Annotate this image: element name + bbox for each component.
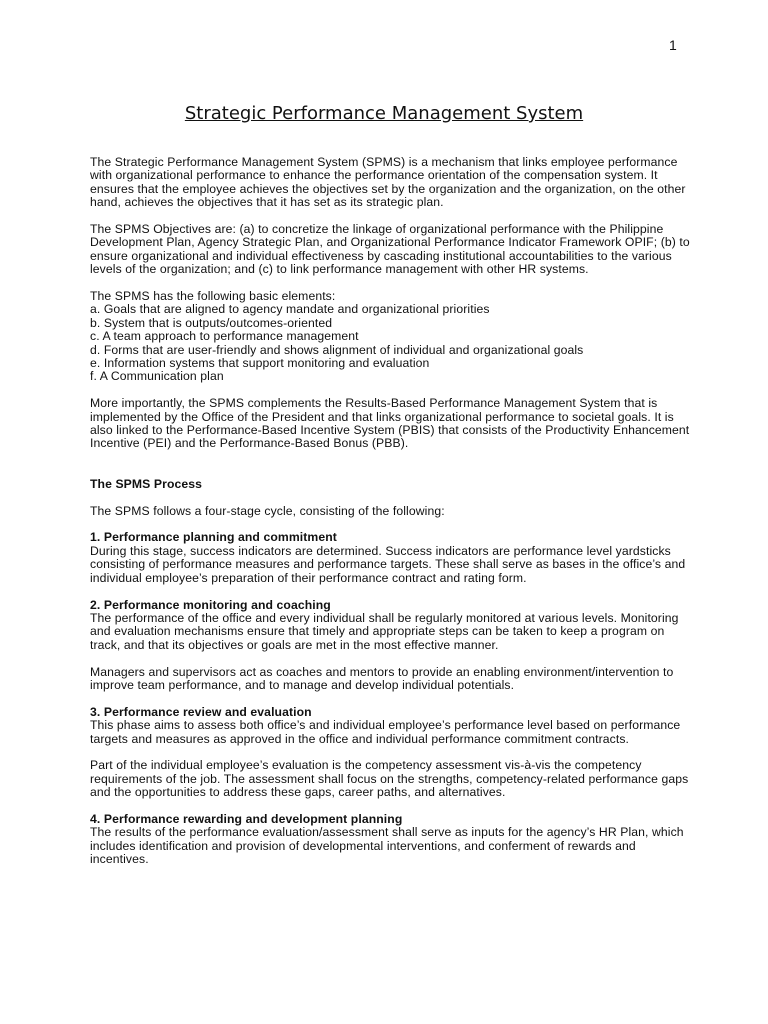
stage-2-paragraph: The performance of the office and every individual shall be regularly monitored at various levels. Monitoring and evaluation mechanisms ensure that timely and appropriate steps can be taken to keep a program on track, and that its objectives or goals are met in the most effective manner. xyxy=(90,610,679,652)
list-item: a. Goals that are aligned to agency mandate and organizational priorities xyxy=(90,302,490,317)
stage-4-paragraph: The results of the performance evaluation/assessment shall serve as inputs for the agency’s HR Plan, which includes identification and provision of developmental interventions, and conferment of rewards and incentives. xyxy=(90,825,684,867)
page-number: 1 xyxy=(669,37,677,53)
stage-3-heading: 3. Performance review and evaluation xyxy=(90,704,312,719)
elements-block xyxy=(90,290,690,384)
objectives-paragraph: The SPMS Objectives are: (a) to concretize the linkage of organizational performance with the Philippine Development Plan, Agency Strategic Plan, and Organizational Performance Indicator Framework OPIF; (b) to ensure organizational and individual effectiveness by cascading institutional accountabilities to the various levels of the organization; and (c) to link performance management with other HR systems. xyxy=(90,222,690,277)
stage-1-paragraph: During this stage, success indicators are determined. Success indicators are performance level yardsticks consisting of performance measures and performance targets. These shall serve as bases in the office’s and individual employee’s preparation of their performance contract and rating form. xyxy=(90,543,686,585)
process-intro: The SPMS follows a four-stage cycle, consisting of the following: xyxy=(90,503,445,518)
linkage-paragraph: More importantly, the SPMS complements the Results-Based Performance Management System that is implemented by the Office of the President and that links organizational performance to societal goals. It is also linked to the Performance-Based Incentive System (PBIS) that consists of the Productivity Enhancement Incentive (PEI) and the Performance-Based Bonus (PBB). xyxy=(90,396,690,451)
process-heading: The SPMS Process xyxy=(90,476,203,491)
list-item: f. A Communication plan xyxy=(90,369,224,384)
intro-paragraph: The Strategic Performance Management System (SPMS) is a mechanism that links employee performance with organizational performance to enhance the performance orientation of the compensation system. It ensures that the employee achieves the objectives set by the organization and the organization, on the other hand, achieves the objectives that it has set as its strategic plan. xyxy=(90,155,686,210)
list-item: d. Forms that are user-friendly and shows alignment of individual and organizational goals xyxy=(90,342,584,357)
document-body xyxy=(90,156,690,880)
stage-1-heading: 1. Performance planning and commitment xyxy=(90,530,337,545)
stage-2-heading: 2. Performance monitoring and coaching xyxy=(90,597,331,612)
stage-2-paragraph-2: Managers and supervisors act as coaches and mentors to provide an enabling environment/intervention to improve team performance, and to manage and develop individual potentials. xyxy=(90,664,674,692)
list-item: c. A team approach to performance management xyxy=(90,329,359,344)
list-item: e. Information systems that support monitoring and evaluation xyxy=(90,356,430,371)
stage-3-paragraph: This phase aims to assess both office’s and individual employee’s performance level based on performance targets and measures as approved in the office and individual performance commitment contracts. xyxy=(90,718,681,746)
elements-list xyxy=(90,303,690,383)
stage-4-heading: 4. Performance rewarding and development planning xyxy=(90,811,403,826)
stage-3-paragraph-2: Part of the individual employee’s evaluation is the competency assessment vis-à-vis the competency requirements of the job. The assessment shall focus on the strengths, competency-related performance gaps and the opportunities to address these gaps, career paths, and alternatives. xyxy=(90,758,689,800)
list-item: b. System that is outputs/outcomes-oriented xyxy=(90,315,333,330)
document-title: Strategic Performance Management System xyxy=(184,103,584,124)
elements-intro: The SPMS has the following basic elements: xyxy=(90,289,336,304)
